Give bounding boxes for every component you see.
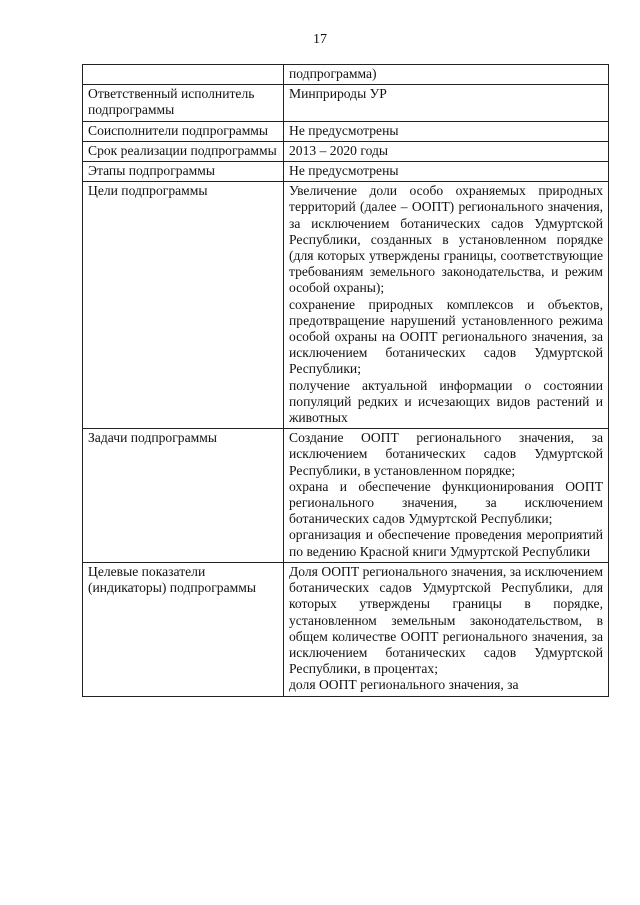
- row-value: [284, 121, 609, 141]
- row-paragraph: подпрограмма): [289, 66, 377, 81]
- row-paragraph: доля ООПТ регионального значения, за: [289, 677, 519, 693]
- row-paragraph: сохранение природных комплексов и объектов, предотвращение нарушений установленного режима особой охраны на ООПТ регионального значения, за исключением ботанических садов Удмуртской Республики;: [289, 296, 603, 377]
- page-number: 17: [313, 32, 327, 47]
- row-paragraph: Доля ООПТ регионального значения, за исключением ботанических садов Удмуртской Республики, для которых утверждены границы в порядке, установленном земельным законодательством, в общем количестве ООПТ регионального значения, за исключением ботанических садов Удмуртской Республики, в процентах;: [289, 563, 603, 677]
- row-label: Соисполнители подпрограммы: [83, 121, 284, 141]
- table-row: [83, 562, 609, 696]
- table-row: [83, 429, 609, 563]
- row-paragraph: 2013 – 2020 годы: [289, 142, 389, 158]
- row-value: [284, 562, 609, 696]
- row-label: Цели подпрограммы: [83, 182, 284, 429]
- subprogram-passport-table: [82, 64, 609, 697]
- row-label: Этапы подпрограммы: [83, 162, 284, 182]
- table-row: [83, 182, 609, 429]
- row-paragraph: организация и обеспечение проведения мероприятий по ведению Красной книги Удмуртской Республики: [289, 527, 603, 559]
- row-paragraph: охрана и обеспечение функционирования ООПТ регионального значения, за исключением ботанических садов Удмуртской Республики;: [289, 478, 603, 527]
- row-value: [284, 65, 609, 85]
- row-value: [284, 141, 609, 161]
- row-paragraph: Увеличение доли особо охраняемых природных территорий (далее – ООПТ) регионального значения, за исключением ботанических садов Удмуртской Республики, созданных в установленном порядке (для которых утверждены границы, соответствующие требованиям земельного законодательства, и режим особой охраны);: [289, 183, 603, 296]
- table-row: [83, 162, 609, 182]
- row-paragraph: Минприроды УР: [289, 86, 387, 102]
- row-value: [284, 85, 609, 121]
- row-label: Целевые показатели (индикаторы) подпрограммы: [83, 562, 284, 696]
- table-row: [83, 141, 609, 161]
- row-paragraph: получение актуальной информации о состоянии популяций редких и исчезающих видов растений и животных: [289, 377, 603, 426]
- row-label: Ответственный исполнитель подпрограммы: [83, 85, 284, 121]
- row-label: [83, 65, 284, 85]
- table-row: [83, 121, 609, 141]
- row-label: Задачи подпрограммы: [83, 429, 284, 563]
- row-paragraph: Не предусмотрены: [289, 163, 399, 179]
- table-row: [83, 65, 609, 85]
- row-value: [284, 182, 609, 429]
- row-value: [284, 429, 609, 563]
- row-paragraph: Не предусмотрены: [289, 122, 399, 138]
- row-value: [284, 162, 609, 182]
- row-paragraph: Создание ООПТ регионального значения, за исключением ботанических садов Удмуртской Республики, в установленном порядке;: [289, 430, 603, 478]
- table-row: [83, 85, 609, 121]
- row-label: Срок реализации подпрограммы: [83, 141, 284, 161]
